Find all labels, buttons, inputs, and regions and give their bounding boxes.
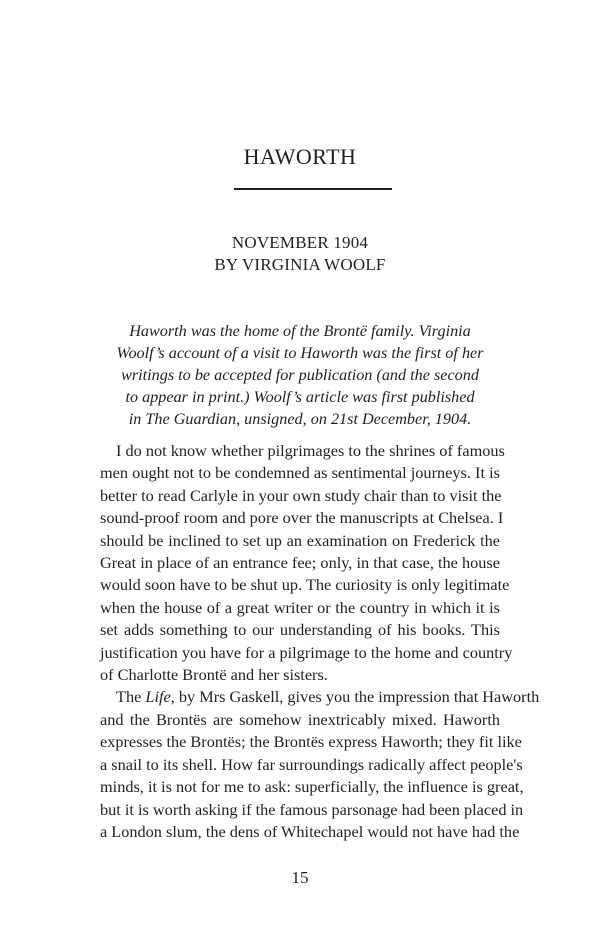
body-text [100,440,540,843]
body-line [100,686,540,708]
body-text-run: The [116,687,146,707]
chapter-date: NOVEMBER 1904 [231,233,369,252]
intro-line: in The Guardian, unsigned, on 21st December, 1904. [128,410,472,428]
chapter-byline: BY VIRGINIA WOOLF [214,255,386,274]
paragraph-2 [100,686,540,843]
intro-note [100,320,500,430]
page-number: 15 [291,868,309,887]
body-line: sound-proof room and pore over the manuscripts at Chelsea. I [100,508,504,528]
body-line: men ought not to be condemned as sentimental journeys. It is [100,463,500,483]
intro-line: Woolf’s account of a visit to Haworth was the first of her [116,344,484,362]
title-rule [234,188,392,190]
body-line: a London slum, the dens of Whitechapel would not have had the [100,821,520,841]
body-line: better to read Carlyle in your own study chair than to visit the [100,485,502,505]
body-line: and the Brontës are somehow inextricably mixed. Haworth [100,709,500,729]
body-line: a snail to its shell. How far surroundings radically affect people's [100,754,523,774]
body-line: Great in place of an entrance fee; only, in that case, the house [100,553,500,573]
body-line: expresses the Brontës; the Brontës express Haworth; they fit like [100,732,522,752]
chapter-title: HAWORTH [243,144,357,169]
body-line: but it is worth asking if the famous parsonage had been placed in [100,799,524,819]
body-line: of Charlotte Brontë and her sisters. [100,665,328,685]
intro-line: to appear in print.) Woolf’s article was first published [125,388,475,406]
body-line: I do not know whether pilgrimages to the shrines of famous [116,441,505,460]
body-line: when the house of a great writer or the country in which it is [100,597,500,617]
body-line: would soon have to be shut up. The curiosity is only legitimate [100,575,510,595]
body-line: set adds something to our understanding of his books. This [100,620,500,640]
book-title-life: Life [145,687,171,707]
paragraph-1 [100,440,513,686]
intro-line: Haworth was the home of the Brontë family. Virginia [129,322,471,340]
chapter-meta [0,232,600,276]
body-text-run: , by Mrs Gaskell, gives you the impression that Haworth [170,687,540,707]
body-line: minds, it is not for me to ask: superficially, the influence is great, [100,777,524,797]
intro-line: writings to be accepted for publication (and the second [121,366,479,384]
body-line: justification you have for a pilgrimage to the home and country [100,642,513,662]
body-line: should be inclined to set up an examination on Frederick the [100,530,500,550]
